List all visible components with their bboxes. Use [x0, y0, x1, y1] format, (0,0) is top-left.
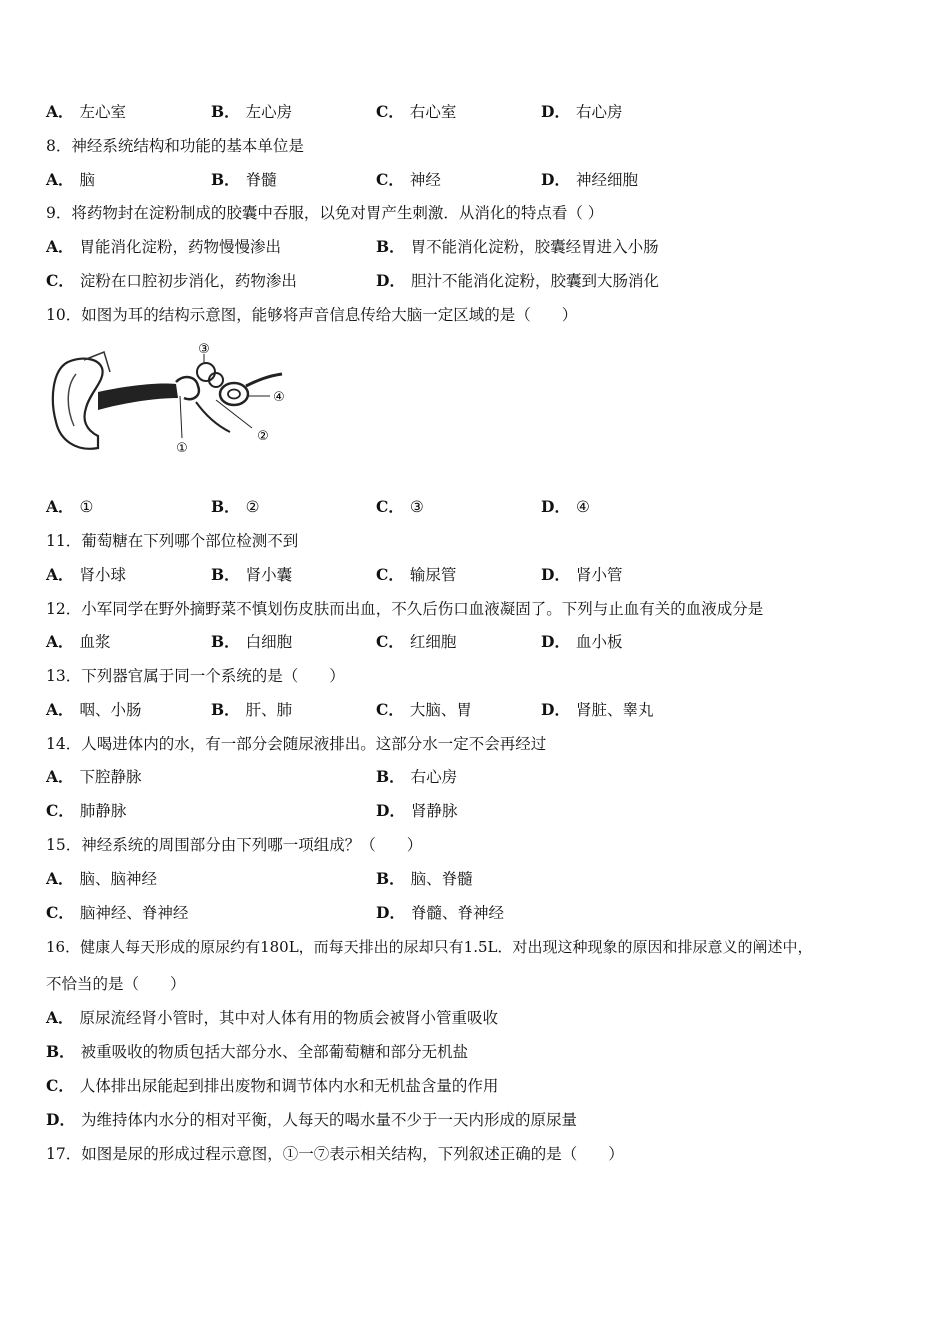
q17-stem: 17．如图是尿的形成过程示意图，①一⑦表示相关结构，下列叙述正确的是（ ）	[46, 1145, 624, 1163]
q16-option-d: D． 为维持体内水分的相对平衡，人每天的喝水量不少于一天内形成的原尿量	[46, 1110, 577, 1129]
q9-option-d: D． 胆汁不能消化淀粉，胶囊到大肠消化	[376, 271, 659, 290]
q8-option-d: D． 神经细胞	[541, 170, 638, 189]
q15-option-a: A． 脑、脑神经	[46, 869, 158, 888]
q14-option-b: B． 右心房	[376, 767, 458, 786]
outer-ear-shape	[53, 359, 103, 449]
q11-option-b: B． 肾小囊	[211, 565, 293, 584]
leader-line-1	[180, 396, 182, 438]
q15-option-d: D． 脊髓、脊神经	[376, 903, 504, 922]
ear-structure-diagram	[46, 340, 296, 458]
q10-option-b: B． ②	[211, 497, 260, 516]
q11-option-d: D． 肾小管	[541, 565, 623, 584]
q13-option-b: B． 肝、肺	[211, 700, 293, 719]
q16-option-a: A． 原尿流经肾小管时，其中对人体有用的物质会被肾小管重吸收	[46, 1008, 499, 1027]
q12-option-d: D． 血小板	[541, 632, 623, 651]
figure-label-2: ②	[257, 429, 269, 444]
q13-option-a: A． 咽、小肠	[46, 700, 142, 719]
q9-option-a: A． 胃能消化淀粉，药物慢慢渗出	[46, 237, 282, 256]
q16-stem-line2: 不恰当的是（ ）	[46, 975, 186, 993]
q8-stem: 8．神经系统结构和功能的基本单位是	[46, 137, 304, 155]
figure-label-3: ③	[198, 342, 210, 357]
q10-option-d: D． ④	[541, 497, 590, 516]
q11-stem: 11．葡萄糖在下列哪个部位检测不到	[46, 532, 299, 550]
q12-stem: 12．小军同学在野外摘野菜不慎划伤皮肤而出血，不久后伤口血液凝固了。下列与止血有关的血液成分是	[46, 600, 764, 618]
q13-stem: 13．下列器官属于同一个系统的是（ ）	[46, 667, 345, 685]
q9-stem: 9．将药物封在淀粉制成的胶囊中吞服，以免对胃产生刺激．从消化的特点看（ ）	[46, 204, 604, 222]
q11-option-c: C． 输尿管	[376, 565, 457, 584]
q10-option-a: A． ①	[46, 497, 94, 516]
q10-option-c: C． ③	[376, 497, 424, 516]
q14-option-a: A． 下腔静脉	[46, 767, 142, 786]
figure-label-1: ①	[176, 441, 188, 456]
q9-option-b: B． 胃不能消化淀粉，胶囊经胃进入小肠	[376, 237, 659, 256]
semicircular-canal	[197, 363, 215, 381]
ear-canal	[98, 383, 178, 410]
q8-option-a: A． 脑	[46, 170, 96, 189]
q12-option-b: B． 白细胞	[211, 632, 293, 651]
q13-option-d: D． 肾脏、睾丸	[541, 700, 654, 719]
ossicles	[176, 377, 199, 399]
q14-stem: 14．人喝进体内的水，有一部分会随尿液排出。这部分水一定不会再经过	[46, 735, 547, 753]
ear-fold-line	[68, 374, 76, 426]
q10-stem: 10．如图为耳的结构示意图，能够将声音信息传给大脑一定区域的是（ ）	[46, 306, 578, 324]
auditory-nerve	[246, 374, 282, 386]
q11-option-a: A． 肾小球	[46, 565, 127, 584]
q15-option-c: C． 脑神经、脊神经	[46, 903, 189, 922]
q12-option-a: A． 血浆	[46, 632, 111, 651]
cochlea	[220, 383, 248, 405]
q15-option-b: B． 脑、脊髓	[376, 869, 473, 888]
q7-option-a: A． 左心室	[46, 102, 127, 121]
q8-option-c: C． 神经	[376, 170, 441, 189]
q7-option-b: B． 左心房	[211, 102, 293, 121]
q7-option-c: C． 右心室	[376, 102, 457, 121]
q12-option-c: C． 红细胞	[376, 632, 457, 651]
q16-option-b: B． 被重吸收的物质包括大部分水、全部葡萄糖和部分无机盐	[46, 1042, 469, 1061]
q9-option-c: C． 淀粉在口腔初步消化，药物渗出	[46, 271, 297, 290]
q14-option-c: C． 肺静脉	[46, 801, 127, 820]
q13-option-c: C． 大脑、胃	[376, 700, 472, 719]
figure-label-4: ④	[273, 390, 285, 405]
cochlea-inner	[228, 390, 240, 399]
q14-option-d: D． 肾静脉	[376, 801, 458, 820]
q7-option-d: D． 右心房	[541, 102, 623, 121]
q16-stem-line1: 16．健康人每天形成的原尿约有180L，而每天排出的尿却只有1.5L．对出现这种现象的原因和排尿意义的阐述中，	[46, 938, 813, 956]
q8-option-b: B． 脊髓	[211, 170, 277, 189]
q16-option-c: C． 人体排出尿能起到排出废物和调节体内水和无机盐含量的作用	[46, 1076, 499, 1095]
q15-stem: 15．神经系统的周围部分由下列哪一项组成？（ ）	[46, 836, 423, 854]
